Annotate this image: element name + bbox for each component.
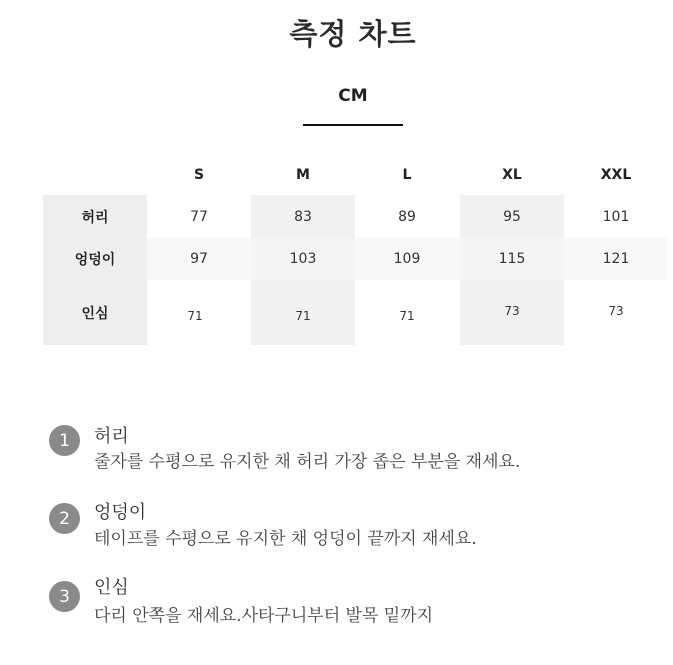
table-cell: 71 xyxy=(187,308,203,323)
guide-item-inseam xyxy=(49,577,649,631)
table-cell: 121 xyxy=(602,251,630,267)
table-cell: 95 xyxy=(503,208,521,225)
table-cell: 73 xyxy=(504,303,520,318)
column-header-xxl: XXL xyxy=(600,167,632,183)
unit-tab-cm[interactable]: CM xyxy=(338,86,368,106)
table-cell: 97 xyxy=(190,251,208,267)
table-cell: 71 xyxy=(295,308,311,323)
step-number-badge: 2 xyxy=(49,503,80,534)
row-label-inseam: 인심 xyxy=(43,280,147,345)
step-number-badge: 3 xyxy=(49,581,80,612)
table-cell: 109 xyxy=(393,251,421,267)
guide-description: 다리 안쪽을 재세요.사타구니부터 발목 밑까지 xyxy=(94,606,434,626)
guide-title: 엉덩이 xyxy=(94,502,147,523)
table-cell: 101 xyxy=(602,208,630,225)
table-cell: 103 xyxy=(289,251,317,267)
column-header-l: L xyxy=(402,167,412,183)
step-number-badge: 1 xyxy=(49,425,80,456)
column-header-xl: XL xyxy=(502,167,522,183)
guide-item-waist xyxy=(49,425,649,475)
table-cell: 71 xyxy=(399,308,415,323)
table-cell: 77 xyxy=(190,208,208,225)
guide-description: 줄자를 수평으로 유지한 채 허리 가장 좁은 부분을 재세요. xyxy=(94,452,521,472)
column-header-s: S xyxy=(193,167,205,183)
table-cell: 83 xyxy=(294,208,312,225)
guide-item-hip xyxy=(49,503,649,553)
table-cell: 115 xyxy=(498,251,526,267)
column-header-m: M xyxy=(296,167,310,183)
guide-title: 인심 xyxy=(94,577,129,598)
row-label-waist: 허리 xyxy=(43,195,147,238)
row-label-hip: 엉덩이 xyxy=(43,238,147,280)
table-cell: 73 xyxy=(608,303,624,318)
table-cell: 89 xyxy=(398,208,416,225)
guide-title: 허리 xyxy=(94,426,129,447)
page-title: 측정 차트 xyxy=(289,17,417,51)
active-tab-underline xyxy=(303,124,403,126)
guide-description: 테이프를 수평으로 유지한 채 엉덩이 끝까지 재세요. xyxy=(94,529,477,549)
